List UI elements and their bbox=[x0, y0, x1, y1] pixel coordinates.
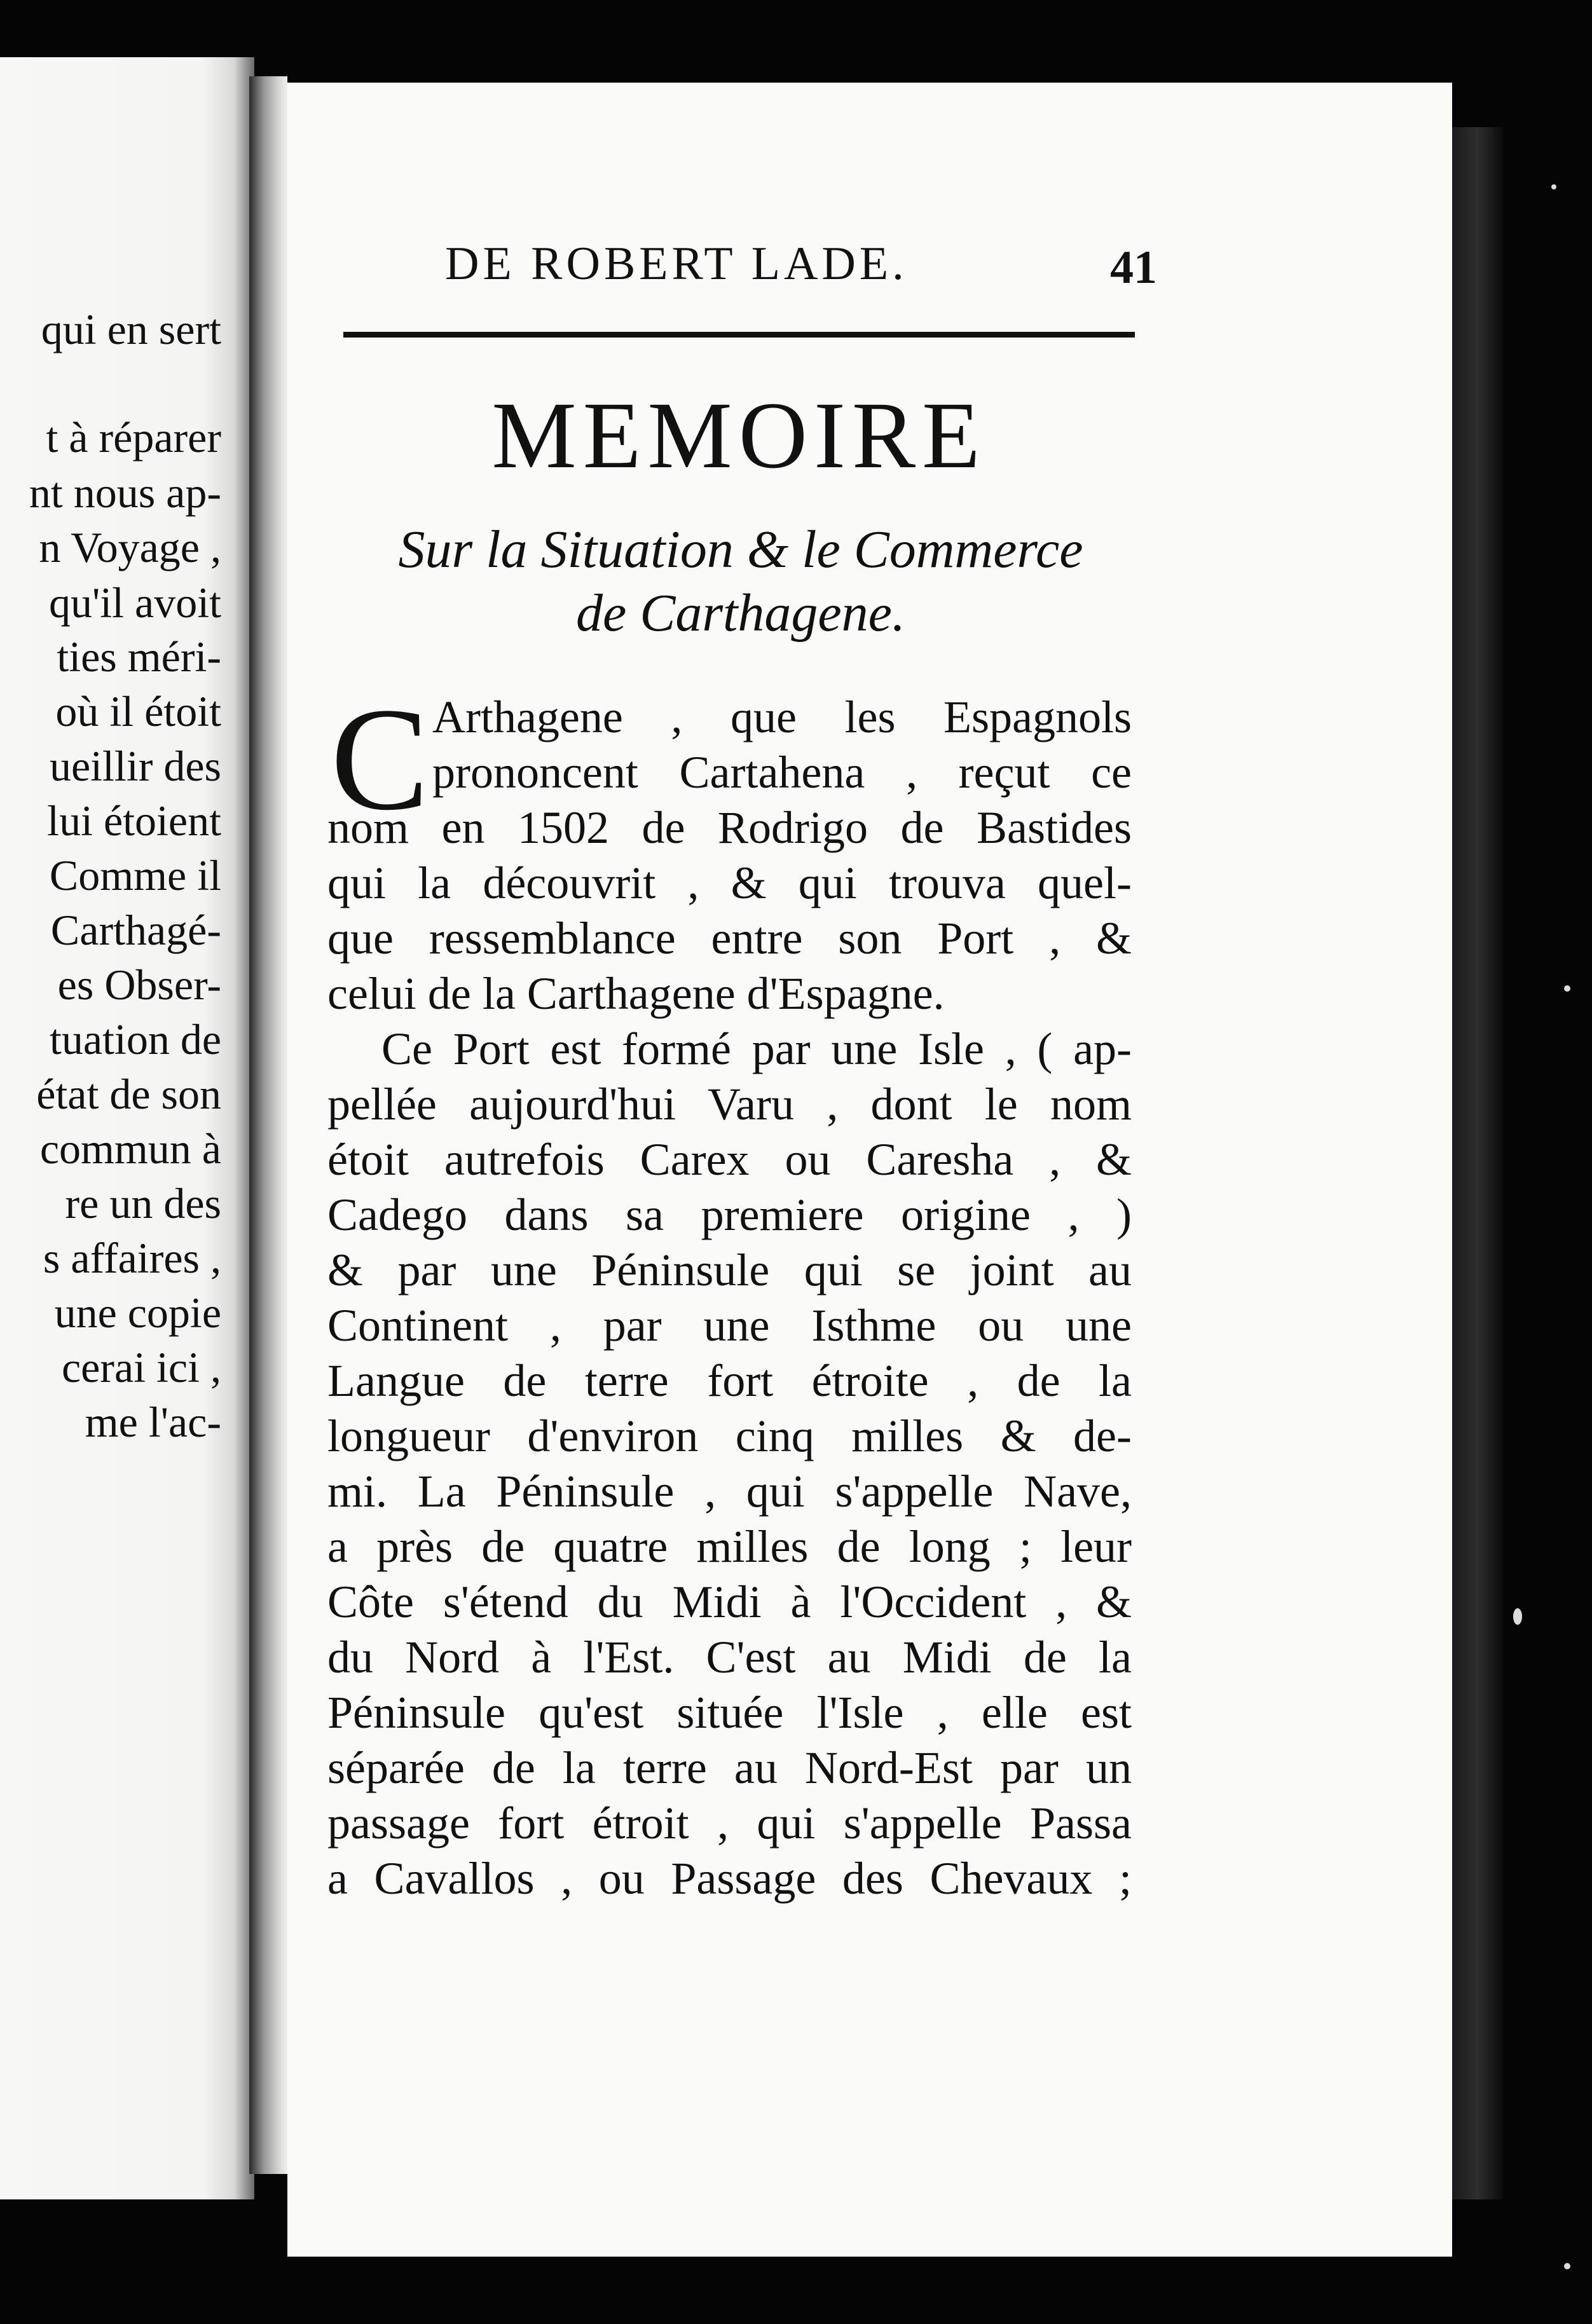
running-head-title: DE ROBERT LADE. bbox=[445, 238, 908, 290]
left-page-line: état de son bbox=[36, 1070, 221, 1118]
drop-cap: C bbox=[331, 678, 429, 841]
left-page-line: où il étoit bbox=[55, 687, 221, 735]
page-edge bbox=[1452, 127, 1503, 2199]
text-line: qui la découvrit , & qui trouva quel- bbox=[327, 858, 1132, 908]
text-line: Péninsule qu'est située l'Isle , elle est bbox=[327, 1687, 1132, 1738]
left-page bbox=[0, 57, 254, 2199]
left-page-line: commun à bbox=[39, 1124, 221, 1173]
section-subtitle bbox=[331, 518, 1151, 645]
left-page-line: une copie bbox=[54, 1288, 221, 1337]
scan-speck bbox=[1551, 184, 1556, 189]
left-page-line: tuation de bbox=[49, 1015, 221, 1063]
text-line: que ressemblance entre son Port , & bbox=[327, 913, 1132, 964]
left-page-line: qu'il avoit bbox=[48, 578, 221, 627]
text-line: Continent , par une Isthme ou une bbox=[327, 1300, 1132, 1351]
left-page-line: ties méri- bbox=[57, 632, 221, 681]
text-line: séparée de la terre au Nord-Est par un bbox=[327, 1742, 1132, 1793]
text-line: du Nord à l'Est. C'est au Midi de la bbox=[327, 1632, 1132, 1683]
text-line: Langue de terre fort étroite , de la bbox=[327, 1355, 1132, 1406]
left-page-line: lui étoient bbox=[47, 796, 221, 845]
left-page-line: ueillir des bbox=[49, 742, 221, 790]
text-line: a près de quatre milles de long ; leur bbox=[327, 1521, 1132, 1572]
text-line: a Cavallos , ou Passage des Chevaux ; bbox=[327, 1853, 1132, 1904]
text-line: mi. La Péninsule , qui s'appelle Nave, bbox=[327, 1466, 1132, 1517]
left-page-line: Carthagé- bbox=[50, 906, 221, 954]
book-gutter bbox=[249, 76, 287, 2174]
text-line: étoit autrefois Carex ou Caresha , & bbox=[327, 1134, 1132, 1185]
left-page-line: es Obser- bbox=[57, 960, 221, 1009]
left-page-line: cerai ici , bbox=[61, 1343, 221, 1391]
left-page-line: me l'ac- bbox=[85, 1398, 221, 1446]
scan-speck bbox=[1564, 985, 1570, 992]
scan-speck bbox=[1564, 2263, 1570, 2269]
section-subtitle-line: de Carthagene. bbox=[576, 584, 905, 643]
text-line: Arthagene , que les Espagnols bbox=[432, 692, 1132, 742]
left-page-line: n Voyage , bbox=[39, 523, 221, 571]
text-line: Cadego dans sa premiere origine , ) bbox=[327, 1189, 1132, 1240]
left-page-line: Comme il bbox=[49, 851, 221, 899]
page-number: 41 bbox=[1110, 242, 1157, 294]
text-line: celui de la Carthagene d'Espagne. bbox=[327, 968, 945, 1019]
section-subtitle-line: Sur la Situation & le Commerce bbox=[398, 520, 1083, 579]
left-page-line: qui en sert bbox=[41, 305, 221, 353]
running-head bbox=[445, 232, 1157, 296]
text-line: nom en 1502 de Rodrigo de Bastides bbox=[327, 802, 1132, 853]
left-page-line: re un des bbox=[65, 1179, 221, 1227]
header-rule bbox=[343, 332, 1135, 338]
text-line: prononcent Cartahena , reçut ce bbox=[432, 747, 1132, 798]
text-line: pellée aujourd'hui Varu , dont le nom bbox=[327, 1079, 1132, 1130]
text-line: Côte s'étend du Midi à l'Occident , & bbox=[327, 1576, 1132, 1627]
text-line: Ce Port est formé par une Isle , ( ap- bbox=[381, 1023, 1132, 1074]
left-page-line: nt nous ap- bbox=[29, 468, 221, 517]
text-line: & par une Péninsule qui se joint au bbox=[327, 1245, 1132, 1295]
scan-speck bbox=[1513, 1608, 1522, 1625]
text-line: longueur d'environ cinq milles & de- bbox=[327, 1411, 1132, 1461]
section-title: MEMOIRE bbox=[491, 383, 987, 488]
left-page-line: t à réparer bbox=[46, 413, 221, 461]
left-page-line: s affaires , bbox=[43, 1234, 221, 1282]
text-line: passage fort étroit , qui s'appelle Passa bbox=[327, 1798, 1132, 1849]
